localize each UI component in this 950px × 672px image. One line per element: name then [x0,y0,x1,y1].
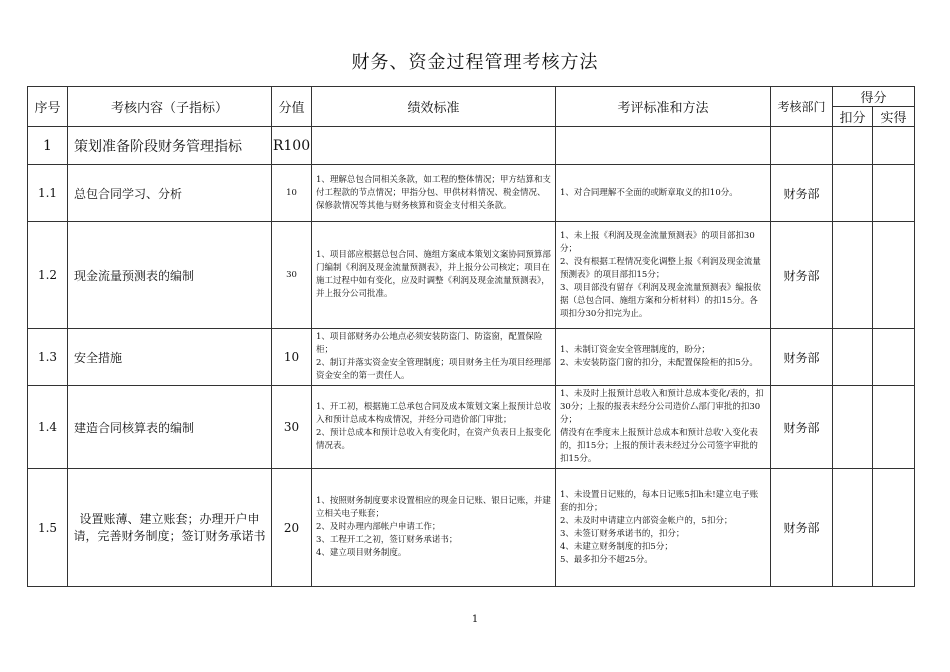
header-dept: 考核部门 [771,87,833,127]
method-line: 1、未上报《利润及现金流量预测表》的项目部扣30分； [560,230,755,254]
method-line: 1、对合同理解不全面的或断章取义的扣10分。 [560,187,738,198]
method-line: 1、未及时上报预计总收入和预计总成本变化/表的，扣30分；上报的报表未经分公司造价厶部门审批的扣30分； [560,389,764,425]
section-seq: 1 [28,127,68,165]
method-line: 1、未制订资金安全管理制度的，盼分； [560,345,710,355]
method-line: 2、没有根据工程情况变化调整上报《利润及现金流量预测表》的项目部扣15分； [560,256,761,280]
row-score: 20 [272,469,312,587]
method-line: 3、未签订财务承诺书的，扣分； [560,528,685,539]
method-line: 1、未设置日记账的，每本日记账5扣h未!建立电子账套的扣分； [560,489,759,513]
section-name: 策划准备阶段财务管理指标 [68,127,272,165]
actual-cell [873,386,915,469]
actual-cell [873,329,915,386]
method-line: 倩没有在季度末上报预计总成本和预计总收'入变化表的，扣15分；上报的预计表未经过分公司签字审批的扣15分。 [560,428,758,464]
table-row [28,329,915,386]
deduct-cell [833,386,873,469]
row-method [556,329,771,386]
table-row [28,222,915,329]
header-content: 考核内容（子指标） [68,87,272,127]
table-row [28,386,915,469]
header-method: 考评标准和方法 [556,87,771,127]
standard-line: 1、项目部应根据总包合同、施组方案成本策划文案协同预算部门编制《利润及现金流量预测表》，并上报分公司核定；项目在施工过程中如有变化，应及时调整《利润及现金流量预测表》，并上报分公司批准。 [316,250,551,299]
actual-cell [873,222,915,329]
method-line: 5、最多扣分不超25分。 [560,554,653,565]
header-seq: 序号 [28,87,68,127]
empty-cell [312,127,556,165]
row-score: 30 [272,222,312,329]
row-name: 建造合同核算表的编制 [68,386,272,469]
row-name: 总包合同学习、分析 [68,165,272,222]
deduct-cell [833,469,873,587]
row-dept: 财务部 [771,469,833,587]
empty-cell [833,127,873,165]
standard-line: 2、及时办理内部帐户申请工作； [316,522,441,532]
row-seq: 1.2 [28,222,68,329]
header-score: 分值 [272,87,312,127]
table-row [28,165,915,222]
standard-line: 2、制订并落实资金安全管理制度；项目财务主任为项目经理部资金安全的第一责任人。 [316,358,551,381]
actual-cell [873,469,915,587]
header-actual: 实得 [873,107,915,127]
header-got: 得分 [833,87,915,107]
section-score: R100 [272,127,312,165]
row-name: 安全措施 [68,329,272,386]
header-deduct: 扣分 [833,107,873,127]
header-standard: 绩效标准 [312,87,556,127]
empty-cell [873,127,915,165]
row-dept: 财务部 [771,165,833,222]
standard-line: 1、项目部财务办公地点必须安装防盗门、防盗窗，配置保险柜； [316,332,543,355]
standard-line: 3、工程开工之初，签订财务承诺书； [316,535,458,545]
deduct-cell [833,165,873,222]
row-standard [312,165,556,222]
section-row [28,127,915,165]
standard-line: 1、理解总包合同相关条款，如工程的整体情况；甲方结算和支付工程款的节点情况；甲指分包、甲供材料情况、税金情况、保修款情况等其他与财务核算和资金支付相关条款。 [316,174,551,211]
method-line: 2、未及时申请建立内部资金帐户的，5扣分； [560,515,733,526]
deduct-cell [833,329,873,386]
method-line: 4、未建立财务制度的扣5分； [560,541,673,552]
row-method [556,165,771,222]
row-score: 10 [272,329,312,386]
row-seq: 1.1 [28,165,68,222]
row-seq: 1.3 [28,329,68,386]
row-dept: 财务部 [771,222,833,329]
row-standard [312,386,556,469]
method-line: 2、未安装防盗门窗的扣分，未配置保险柜的扣5分。 [560,358,758,368]
row-method [556,469,771,587]
row-name: 现金流量预测表的编制 [68,222,272,329]
actual-cell [873,165,915,222]
standard-line: 2、预计总成本和预计总收入有变化时，在资产负表日上报变化情况表。 [316,428,551,451]
row-dept: 财务部 [771,386,833,469]
header-row [28,87,915,107]
row-dept: 财务部 [771,329,833,386]
method-line: 3、项目部没有留存《利润及现金流量预测表》编报依据（总包合同、施组方案和分析材料）的扣15分。各项扣分30分扣完为止。 [560,282,761,319]
page-number: 1 [471,614,479,625]
empty-cell [771,127,833,165]
row-score: 10 [272,165,312,222]
empty-cell [556,127,771,165]
row-score: 30 [272,386,312,469]
row-standard [312,222,556,329]
row-method [556,222,771,329]
row-method [556,386,771,469]
standard-line: 1、按照财务制度要求设置相应的现金日记账、银日记账，并建立相关电子账套； [316,496,551,519]
deduct-cell [833,222,873,329]
assessment-table [27,86,915,587]
standard-line: 4、建立项目财务制度。 [316,548,407,558]
row-seq: 1.4 [28,386,68,469]
row-standard [312,329,556,386]
row-name: 设置账薄、建立账套；办理开户申请，完善财务制度；签订财务承诺书 [68,469,272,587]
page-title: 财务、资金过程管理考核方法 [351,52,599,73]
standard-line: 1、开工初，根据施工总承包合同及成本策划文案上报预计总收入和预计总成本构成情况，并经分司造价部门审批； [316,402,551,425]
row-standard [312,469,556,587]
row-seq: 1.5 [28,469,68,587]
table-row [28,469,915,587]
